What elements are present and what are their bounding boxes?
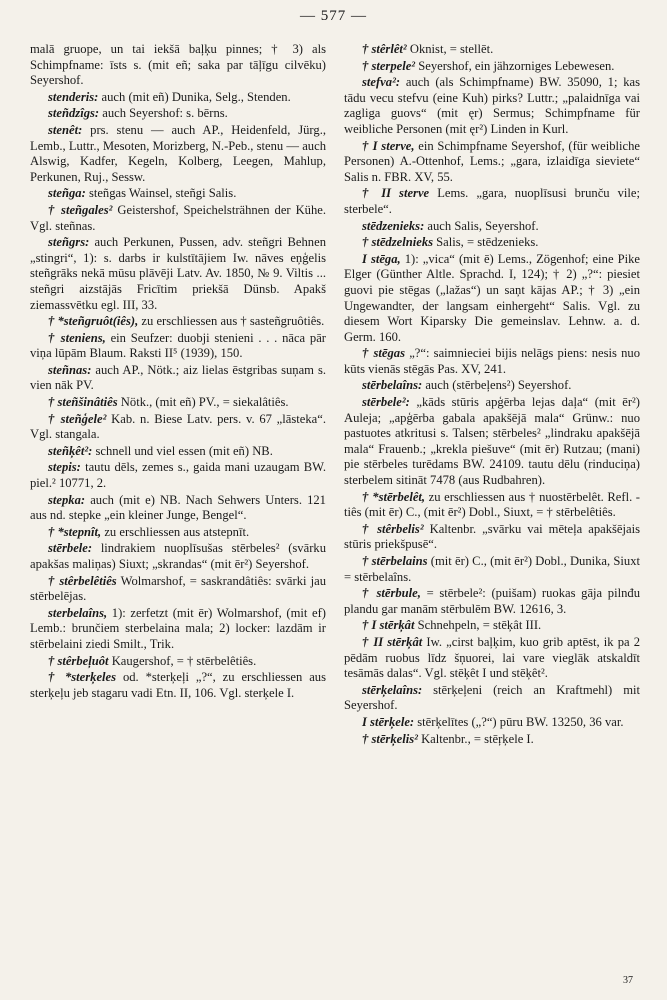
dictionary-entry — [30, 412, 326, 443]
entry-headword: † stērbelains — [362, 554, 428, 568]
dictionary-entry — [30, 606, 326, 653]
dictionary-entry — [30, 525, 326, 541]
dictionary-entry — [30, 331, 326, 362]
entry-headword: † stêrbelêtiês — [48, 573, 117, 588]
entry-text: Oknist, = stellēt. — [409, 42, 494, 56]
right-column — [344, 42, 640, 748]
entry-headword: stērbele: — [48, 541, 93, 556]
dictionary-entry — [30, 444, 326, 460]
dictionary-entry — [30, 42, 326, 89]
dictionary-entry — [344, 732, 640, 748]
entry-headword: † II sterve — [362, 186, 430, 201]
entry-headword: † sterpele² — [362, 58, 416, 73]
entry-text: Salis, = stēdzenieks. — [436, 235, 539, 250]
entry-text: „kāds stūris apģērba lejas daļa“ (mit ēr²) Auleja; „apģērba gabala apakšējā mala“ Grünw.: nuo pastuotes atkritusi s. Talsen; stērbeles² „lindraku apakšējā mala“ Frauenb.; „krekla piešuve“ (mit ēr) Rutzau; (mani) pie stērbeles turēdams BW. 24109. tautu dēlu (rinduciņa) sterbelem sitināt 7478 (aus Rudbahren). — [344, 395, 641, 488]
dictionary-entry — [344, 586, 640, 617]
entry-text: od. *sterķeļi „?“, zu erschliessen aus sterķeļu jeb stagaru vadi Etn. II, 106. Vgl. sterķele I. — [30, 670, 326, 700]
dictionary-entry — [344, 395, 640, 489]
dictionary-entry — [344, 522, 640, 553]
entry-headword: steñnas: — [48, 362, 92, 377]
entry-text: Wolmarshof, = saskrandâtiês: svārki jau stērbelējas. — [30, 573, 326, 604]
dictionary-entry — [344, 635, 640, 682]
entry-text: 1): zerfetzt (mit ēr) Wolmarshof, (mit ef) Lemb.: brunčiem sterbelaina mala; 2) locker: lazdām ir stērbelaini ziedi Smilt., Trik. — [30, 605, 326, 651]
entry-text: Kaugershof, = † stērbelêtiês. — [111, 653, 257, 668]
entry-headword: steñķêt²: — [48, 443, 93, 458]
entry-headword: sterbelaîns, — [48, 605, 108, 620]
entry-text: Lems. „gara, nuoplīsusi brunču vile; sterbele“. — [344, 186, 641, 216]
entry-headword: † *stērbelêt, — [362, 489, 426, 504]
entry-headword: stepis: — [48, 460, 81, 475]
dictionary-entry — [344, 683, 640, 714]
entry-text: stērķelītes („?“) pūru BW. 13250, 36 var. — [417, 714, 624, 729]
entry-headword: stērbele²: — [362, 395, 410, 410]
dictionary-entry — [30, 654, 326, 670]
dictionary-entry — [30, 123, 326, 185]
entry-text: tautu dēls, zemes s., gaida mani uzaugam BW. piel.² 10771, 2. — [30, 460, 326, 491]
dictionary-entry — [344, 378, 640, 394]
dictionary-entry — [344, 490, 640, 521]
entry-text: Kaltenbr. „svārku vai mēteļa apakšējais stūris priekšpusē“. — [344, 521, 640, 552]
entry-headword: † steñģele² — [48, 411, 107, 426]
dictionary-entry — [30, 106, 326, 122]
dictionary-entry — [344, 139, 640, 186]
entry-text: auch Perkunen, Pussen, adv. steñgri Behnen „stingri“, 1): s. darbs ir kulstītājiem Iw. nāves eņģelis steñgrāks nekā mūsu plāvēji Latv. Av. 1850, № 9. Viltis ... steñgri aizstājās Fricītim priekšā Dünsb. Apakš ziemassvētku egl. III, 33. — [30, 235, 326, 312]
dictionary-entry — [344, 42, 640, 58]
entry-text: Seyershof, ein jähzorniges Lebewesen. — [418, 58, 615, 73]
entry-text: (mit ēr) C., (mit ēr²) Dobl., Dunika, Siuxt = stērbelaîns. — [344, 554, 640, 584]
dictionary-entry — [344, 715, 640, 731]
entry-headword: I stēga, — [362, 251, 401, 266]
dictionary-entry — [344, 618, 640, 634]
entry-text: = stērbele²: (puišam) ruokas gāja pilnđu plandu gar manām stērbulēm BW. 12616, 3. — [344, 586, 640, 616]
dictionary-entry — [344, 252, 640, 346]
entry-headword: † I sterve, — [362, 138, 415, 153]
entry-headword: † II stērķât — [362, 634, 423, 649]
dictionary-entry — [344, 346, 640, 377]
left-column — [30, 42, 326, 702]
entry-headword: † stēgas — [362, 346, 406, 361]
entry-headword: steñga: — [48, 186, 86, 201]
dictionary-entry — [344, 219, 640, 235]
entry-headword: † stêrbeļuôt — [48, 653, 109, 668]
dictionary-entry — [30, 670, 326, 701]
entry-text: prs. stenu — auch AP., Heidenfeld, Jürg., Lemb., Luttr., Mesoten, Morizberg, N.-Peb., stenu — auch Alswig, Kadfer, Kegeln, Kolberg, Leegen, Mahlup, Perkunen, Ruj., Sessw. — [30, 122, 326, 184]
footer-number: 37 — [623, 975, 633, 986]
entry-headword: † stêrlêt² — [362, 42, 407, 56]
entry-headword: I stērķele: — [362, 714, 415, 729]
entry-headword: stērķelaîns: — [362, 682, 423, 697]
entry-headword: † stērķelis² — [362, 731, 418, 746]
entry-text: malā gruope, un tai iekšā baļķu pinnes; † 3) als Schimpfname: īsts s. (mit eñ; saka par tāļīgu cilvēku) Seyershof. — [30, 42, 326, 88]
dictionary-entry — [344, 75, 640, 137]
entry-text: zu erschliessen aus atstepnīt. — [104, 524, 250, 539]
entry-headword: † *steñgruôt(iês), — [48, 314, 139, 329]
dictionary-entry — [30, 363, 326, 394]
dictionary-entry — [30, 90, 326, 106]
dictionary-entry — [30, 493, 326, 524]
entry-text: 1): „vica“ (mit ē) Lems., Zögenhof; eine Pike Elger (Günther Altle. Sprachd. I, 124); † 2) „?“: piesiet guovi pie stēgas („lažas“) un saņt kājas AP.; † 3) „ein Ungewandter, der langsam einhergeht“ Salis. Vgl. zu diesem Wort Kiparsky Die gemeinslav. Lehnw. a. d. Germ. 160. — [344, 251, 640, 344]
entry-text: lindrakiem nuoplīsušas stērbeles² (svārku apakšas maliņas) Siuxt; „skrandas“ (mit ēr²) Seyershof. — [30, 541, 326, 571]
entry-headword: stēdzenieks: — [362, 218, 425, 233]
entry-text: Schnehpeln, = stēķât III. — [417, 618, 542, 633]
entry-headword: † steñšinâtiês — [48, 395, 118, 410]
entry-headword: † I stērķât — [362, 618, 415, 633]
entry-headword: † stêrbelis² — [362, 521, 424, 536]
entry-text: steñgas Wainsel, steñgi Salis. — [88, 186, 237, 201]
entry-headword: steñdzîgs: — [48, 106, 100, 121]
entry-headword: stefva²: — [362, 75, 401, 90]
page-number: — 577 — — [300, 8, 367, 24]
dictionary-entry — [344, 186, 640, 217]
entry-text: zu erschliessen aus † nuostērbelêt. Refl. -tiês (mit ēr) C., (mit ēr²) Dobl., Siuxt, = † stērbelêtiês. — [344, 489, 640, 520]
entry-text: „?“: saimnieciei bijis nelāgs piens: nesis nuo kūts vienās stēgās Pas. XV, 241. — [344, 346, 640, 376]
dictionary-entry — [344, 554, 640, 585]
entry-text: auch (als Schimpfname) BW. 35090, 1; kas tādu vecu stefvu (eine Kuh) pirks? Luttr.; „palaidnīga vai zagliga guovs“ (mit ęr) Sermus; Schimpfname für weibliche Personen (mit ęr²) Linden in Kurl. — [344, 75, 640, 136]
entry-headword: stepka: — [48, 492, 86, 507]
entry-text: Geistershof, Speichelsträhnen der Kühe. Vgl. steñnas. — [30, 202, 326, 233]
entry-text: schnell und viel essen (mit eñ) NB. — [95, 443, 273, 458]
dictionary-entry — [30, 574, 326, 605]
dictionary-entry — [30, 541, 326, 572]
entry-text: auch Salis, Seyershof. — [427, 218, 539, 233]
entry-text: auch (mit e) NB. Nach Sehwers Unters. 121 aus nd. stepke „ein kleiner Junge, Bengel“. — [30, 492, 326, 523]
dictionary-entry — [30, 203, 326, 234]
entry-headword: stenêt: — [48, 122, 83, 137]
entry-text: Iw. „cirst baļķim, kuo grib aptēst, ik pa 2 pēdām ruobus līdz šņuorei, lai vare vieglāk atskaldīt tesāmās dalas“. Vgl. stēķêt I und stēķêt². — [344, 634, 640, 681]
dictionary-entry — [30, 460, 326, 491]
entry-text: auch Seyershof: s. bērns. — [102, 106, 228, 121]
entry-text: auch AP., Nötk.; aiz lielas ēstgribas suņam s. vien nāk PV. — [30, 362, 326, 393]
entry-text: auch (mit eñ) Dunika, Selg., Stenden. — [101, 89, 291, 104]
entry-text: ein Schimpfname Seyershof, (für weibliche Personen) A.-Ottenhof, Lems.; „gara, izlaidīga sieviete“ Salis n. FBR. XV, 55. — [344, 138, 640, 184]
dictionary-entry — [344, 59, 640, 75]
entry-headword: stenderis: — [48, 89, 99, 104]
entry-headword: † steniens, — [48, 330, 106, 345]
dictionary-entry — [30, 186, 326, 202]
entry-text: auch (stērbeļens²) Seyershof. — [425, 378, 572, 393]
entry-text: zu erschliessen aus † sasteñgruôtiês. — [141, 314, 325, 329]
entry-headword: stērbelaîns: — [362, 378, 423, 393]
entry-headword: † *sterķeles — [48, 670, 117, 685]
dictionary-entry — [344, 235, 640, 251]
entry-text: stērķeļeni (reich an Kraftmehl) mit Seyershof. — [344, 682, 640, 713]
entry-text: Nötk., (mit eñ) PV., = siekalâtiês. — [120, 395, 289, 410]
dictionary-entry — [30, 235, 326, 313]
entry-headword: † stēdzelnieks — [362, 235, 434, 250]
entry-text: Kaltenbr., = stēŗķele I. — [421, 731, 534, 746]
entry-text: Kab. n. Biese Latv. pers. v. 67 „lāsteka“. Vgl. stangala. — [30, 411, 326, 442]
entry-headword: † *stepnît, — [48, 524, 102, 539]
dictionary-entry — [30, 395, 326, 411]
entry-text: ein Seufzer: duobji stenieni . . . nāca pār viņa lūpām Blaum. Raksti II⁵ (1939), 150. — [30, 330, 326, 361]
entry-headword: † stērbule, — [362, 586, 421, 601]
entry-headword: steñgrs: — [48, 235, 90, 250]
entry-headword: † steñgales² — [48, 202, 113, 217]
dictionary-entry — [30, 314, 326, 330]
